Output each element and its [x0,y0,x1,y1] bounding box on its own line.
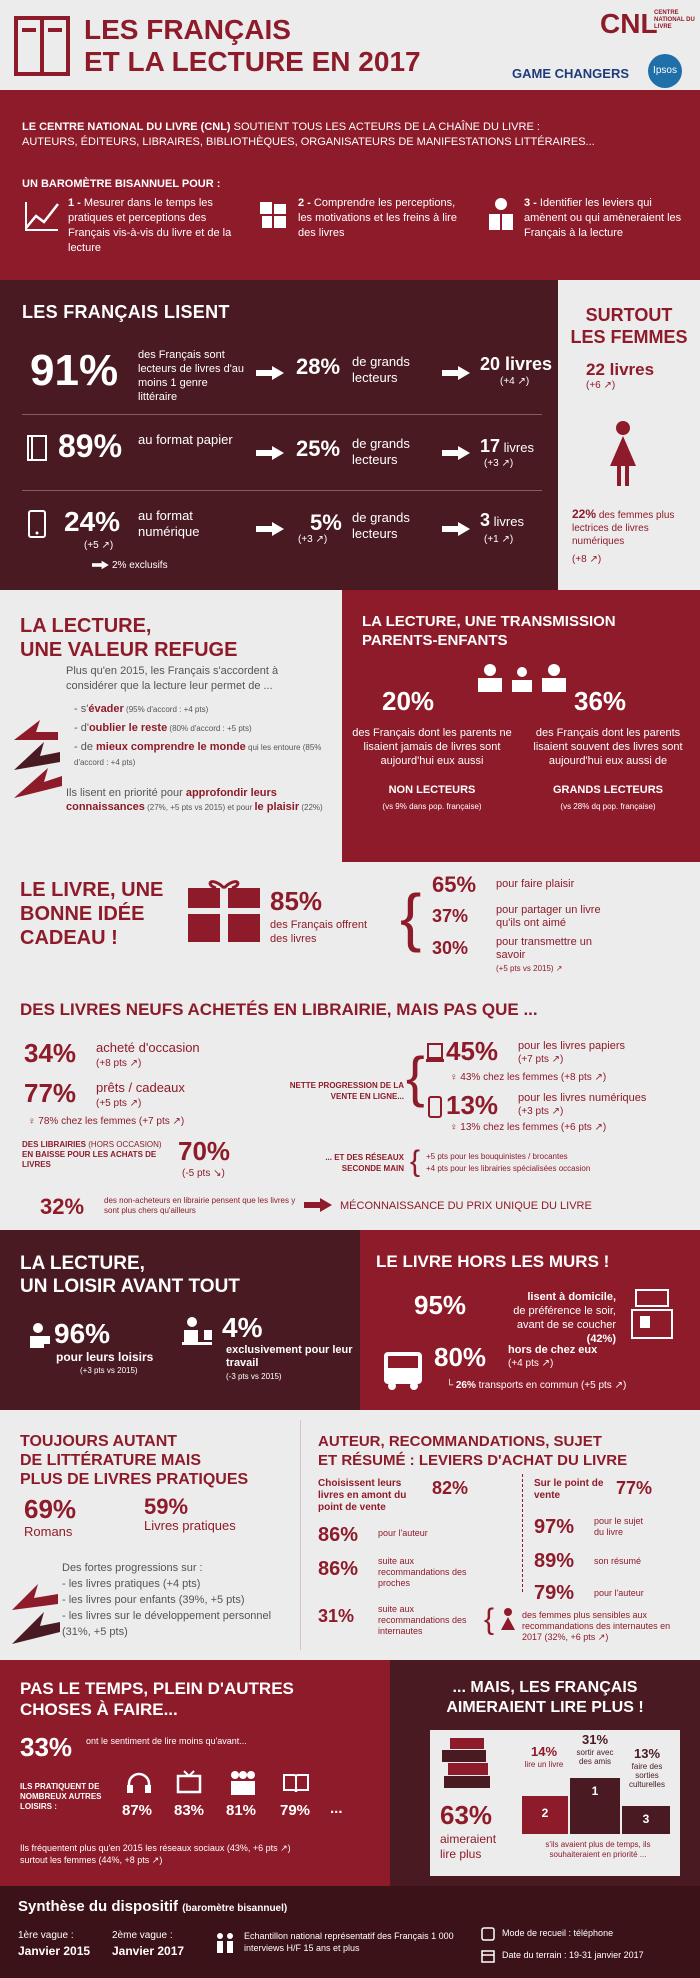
puzzle-icon [256,198,290,232]
loisir-val-3: 81% [226,1802,257,1819]
people-icon [214,1932,236,1956]
intro-section [0,90,700,280]
podium-1-block: 1 [570,1778,620,1834]
header [0,0,700,90]
domicile-txt: de préférence le soir, avant de se coucher [513,1305,616,1331]
arrow-icon [256,366,286,380]
loisir-val-2: 83% [174,1802,205,1819]
podium-3-txt: faire des sorties culturelles [628,1762,665,1789]
leviers-title-2: ET RÉSUMÉ : LEVIERS D'ACHAT DU LIVRE [318,1452,628,1469]
prix-txt: des non-acheteurs en librairie pensent que les livres y sont plus chers qu'ailleurs [104,1196,296,1215]
reader-sitting-icon [26,1322,52,1356]
desk-worker-icon [180,1316,214,1352]
digital-books: 3 [480,510,491,530]
loisir-val-5: ... [330,1800,343,1817]
digital-delta: (+5 ↗) [84,540,114,551]
refuge-title-1: LA LECTURE, [20,615,152,637]
litt-item-3: - les livres sur le développement personnel (31%, +5 pts) [62,1610,272,1638]
barometre-title: UN BAROMÈTRE BISANNUEL POUR : [22,178,221,190]
online-paper-txt: pour les livres papiers [518,1040,625,1052]
femmes-digital-txt: des femmes plus lectrices de livres numériques [572,510,675,547]
pdv-pct: 77% [616,1478,653,1498]
non-readers-pct: 20% [382,686,435,716]
book-stack-icon [438,1736,496,1794]
gift-pct: 85% [270,886,323,916]
litt-prog: Des fortes progressions sur : [62,1562,203,1574]
amont-row-1-pct: 86% [318,1524,359,1546]
transmission-section [342,590,700,862]
intro-cnl: LE CENTRE NATIONAL DU LIVRE (CNL) [22,121,231,133]
librairies-pct: 70% [178,1136,231,1166]
mode-recueil: Mode de recueil : téléphone [502,1928,614,1938]
prets-femmes: ♀ 78% chez les femmes (+7 pts ↗) [28,1116,185,1127]
refuge-item-1: - s'évader (95% d'accord : +4 pts) [74,703,209,715]
digital-exclusive: 2% exclusifs [112,560,168,571]
calendar-icon [480,1948,496,1964]
echantillon: Echantillon national représentatif des Français 1 000 interviews H/F 15 ans et plus [244,1931,454,1953]
big-readers-pct: 36% [574,686,627,716]
digital-big-pct: 5% [310,510,342,535]
woman-small-icon: ♀ [450,1072,461,1083]
domicile-pct: 95% [414,1290,467,1320]
murs-section [360,1230,700,1410]
amont-row-2-pct: 86% [318,1558,359,1580]
litt-title-2: DE LITTÉRATURE MAIS [20,1452,202,1469]
woman-small-icon: ♀ [450,1122,461,1133]
intro-line2: AUTEURS, ÉDITEURS, LIBRAIRES, BIBLIOTHÈQUES, ORGANISATEURS DE MANIFESTATIONS LITTÉRAIRES... [22,136,595,148]
online-label: NETTE PROGRESSION DE LA VENTE EN LIGNE... [289,1081,404,1101]
pdv-row-2-txt: son résumé [594,1556,642,1566]
big-readers-txt: de grands lecteurs [352,354,410,385]
femmes-digital-delta: (+8 ↗) [572,554,602,565]
librairies-txt: DES LIBRAIRIES (HORS OCCASION) EN BAISSE POUR LES ACHATS DE LIVRES [22,1140,162,1169]
brace: { [406,1045,425,1108]
leviers-note: des femmes plus sensibles aux recommandations des internautes en 2017 (32%, +6 pts ↗) [522,1610,671,1642]
digital-books-unit: livres [493,514,524,529]
synthese-section [0,1886,700,1978]
achats-section [0,982,700,1230]
amont-head: Choisissent leurs livres en amont du point de vente [318,1478,407,1513]
temps-title-2: CHOSES À FAIRE... [20,1700,178,1719]
books-count: 20 livres [480,354,553,374]
divider [22,490,542,491]
cadeau-title-2: BONNE IDÉE [20,903,145,925]
pdv-row-3-pct: 79% [534,1582,575,1604]
plus-title-2: AIMERAIENT LIRE PLUS ! [446,1699,644,1716]
pdv-row-2-pct: 89% [534,1550,575,1572]
travail-pct: 4% [222,1312,263,1343]
amont-row-3-pct: 31% [318,1606,355,1626]
transports: └ 26% transports en commun (+5 pts ↗) [446,1380,627,1391]
lisent-title: LES FRANÇAIS LISENT [22,302,230,322]
librairies-delta: (-5 pts ↘) [182,1168,225,1179]
temps-txt: ont le sentiment de lire moins qu'avant... [86,1736,247,1746]
wave-1-date: Janvier 2015 [18,1944,91,1958]
plus-title-1: ... MAIS, LES FRANÇAIS [452,1679,638,1696]
non-readers-note: (vs 9% dans pop. française) [382,802,482,811]
murs-title: LE LIVRE HORS LES MURS ! [376,1252,610,1271]
friends-icon [228,1770,258,1796]
refuge-outro: Ils lisent en priorité pour approfondir leurs connaissances (27%, +5 pts vs 2015) et pour le plaisir (22%) [66,787,323,813]
bus-icon [380,1348,426,1392]
rising-arrows-icon [10,680,64,800]
litt-item-1: - les livres pratiques (+4 pts) [62,1578,201,1590]
reason-1-pct: 65% [432,872,477,897]
ipsos-logo: Ipsos [648,54,682,88]
transmission-title-1: LA LECTURE, UNE TRANSMISSION [362,613,616,630]
online-paper-femmes: ♀ 43% chez les femmes (+8 pts ↗) [450,1072,607,1083]
achats-title: DES LIVRES NEUFS ACHETÉS EN LIBRAIRIE, MAIS PAS QUE ... [20,1000,538,1019]
arrow-icon [442,366,472,380]
cadeau-title-1: LE LIVRE, UNE [20,879,164,901]
parents-reading-icon [472,662,572,696]
intro-line1: SOUTIENT TOUS LES ACTEURS DE LA CHAÎNE DU LIVRE : [230,121,540,133]
femmes-digital-pct: 22% [572,507,597,521]
non-readers-label: NON LECTEURS [388,784,476,796]
loisir-title-1: LA LECTURE, [20,1253,145,1274]
loisir-txt: pour leurs loisirs [56,1350,154,1364]
cadeau-section [0,862,700,982]
femmes-title-1: SURTOUT [585,305,673,325]
transmission-title-2: PARENTS-ENFANTS [362,632,508,649]
online-digital-txt: pour les livres numériques [518,1092,647,1104]
big-readers-txt: des Français dont les parents lisaient souvent des livres sont aujourd'hui eux aussi de [533,727,683,767]
podium-1-pct: 31% [581,1732,609,1747]
podium-1-txt: sortir avec des amis [576,1748,614,1766]
brace: { [410,1145,421,1178]
paper-books: 17 [480,436,501,456]
litt-section [0,1410,300,1660]
plus-pct: 63% [440,1800,493,1830]
wave-2-label: 2ème vague : [112,1930,173,1941]
tablet-icon [28,510,46,538]
title-line-1: LES FRANÇAIS [84,14,291,45]
reason-2-txt: pour partager un livre qu'ils ont aimé [496,904,601,929]
paper-books-unit: livres [503,440,534,455]
online-paper-pct: 45% [446,1036,499,1066]
loisir-val-4: 79% [280,1802,311,1819]
synth-title: Synthèse du dispositif [18,1898,179,1915]
arrow-icon [92,561,110,569]
reseaux-line-2: +4 pts pour les librairies spécialisées occasion [426,1164,591,1173]
amont-row-3-txt: suite aux recommandations des internautes [378,1604,467,1636]
refuge-item-2: - d'oublier le reste (80% d'accord : +5 pts) [74,722,252,734]
arrow-icon [256,446,286,460]
hors-pct: 80% [434,1342,487,1372]
pdv-row-1-txt: pour le sujet du livre [594,1516,644,1537]
phone-icon [480,1926,496,1942]
litt-title-3: PLUS DE LIVRES PRATIQUES [20,1471,249,1488]
paper-books-delta: (+3 ↗) [484,458,514,469]
wave-1-label: 1ère vague : [18,1930,74,1941]
goal-3: 3 - Identifier les leviers qui amènent ou qui amèneraient les Français à la lecture [524,197,682,239]
occasion-txt: acheté d'occasion [96,1040,200,1055]
leviers-title-1: AUTEUR, RECOMMANDATIONS, SUJET [318,1433,602,1450]
femmes-title-2: LES FEMMES [570,327,688,347]
amont-row-1-txt: pour l'auteur [378,1528,428,1538]
reason-3-txt: pour transmettre un savoir [496,936,592,961]
leviers-section [300,1410,700,1660]
reader-icon [486,196,516,232]
podium-caption: s'ils avaient plus de temps, ils souhaiteraient en priorité ... [545,1840,651,1859]
prets-delta: (+5 pts ↗) [96,1098,142,1109]
loisir-pct: 96% [54,1318,111,1349]
refuge-title-2: UNE VALEUR REFUGE [20,639,238,661]
prix-result: MÉCONNAISSANCE DU PRIX UNIQUE DU LIVRE [340,1200,592,1212]
romans-txt: Romans [24,1524,73,1539]
online-digital-femmes: ♀ 13% chez les femmes (+6 pts ↗) [450,1122,607,1133]
rising-arrows-icon [8,1560,64,1650]
temps-title-1: PAS LE TEMPS, PLEIN D'AUTRES [20,1679,294,1698]
refuge-intro: Plus qu'en 2015, les Français s'accordent à considérer que la lecture leur permet de ... [66,665,279,692]
domicile-label: lisent à domicile, [527,1291,616,1303]
litt-title-1: TOUJOURS AUTANT [20,1433,178,1450]
paper-pct: 89% [58,428,123,464]
reseaux-note-2: surtout les femmes (44%, +8 pts ↗) [20,1855,163,1865]
travail-note: (-3 pts vs 2015) [226,1372,282,1381]
loisir-note: (+3 pts vs 2015) [80,1366,138,1375]
loisir-section [0,1230,360,1410]
tv-icon [176,1770,202,1794]
cnl-logo: CNL [600,8,658,39]
temps-pct: 33% [20,1732,73,1762]
podium-3-pct: 13% [633,1746,661,1761]
reason-3-pct: 30% [432,938,469,958]
chart-growth-icon [24,200,60,232]
loisir-val-1: 87% [122,1802,153,1819]
pdv-row-1-pct: 97% [534,1516,575,1538]
reason-3-note: (+5 pts vs 2015) ↗ [496,964,563,973]
temps-section [0,1660,390,1886]
litt-item-2: - les livres pour enfants (39%, +5 pts) [62,1594,245,1606]
paper-book-icon [26,434,48,462]
reason-2-pct: 37% [432,906,469,926]
hors-delta: (+4 pts ↗) [508,1358,554,1369]
arrow-icon [256,522,286,536]
pdv-row-3-txt: pour l'auteur [594,1588,644,1598]
amont-pct: 82% [432,1478,469,1498]
femmes-section [558,280,700,590]
paper-big-txt: de grands lecteurs [352,436,410,467]
arrow-icon [442,446,472,460]
domicile-paren: (42%) [586,1333,616,1345]
online-digital-delta: (+3 pts ↗) [518,1106,564,1117]
femmes-delta: (+6 ↗) [586,380,616,391]
big-readers-note: (vs 28% dq pop. française) [560,802,656,811]
romans-pct: 69% [24,1494,77,1524]
reseaux-label: ... ET DES RÉSEAUX SECONDE MAIN [325,1153,404,1173]
wave-2-date: Janvier 2017 [112,1944,185,1958]
hors-label: hors de chez eux [508,1344,598,1356]
big-readers-label: GRANDS LECTEURS [552,784,663,796]
podium-2-block: 2 [522,1796,568,1834]
arrow-icon [304,1198,334,1212]
femmes-books: 22 livres [586,360,655,379]
pdv-head: Sur le point de vente [534,1478,604,1501]
prets-pct: 77% [24,1078,77,1108]
online-paper-delta: (+7 pts ↗) [518,1054,564,1065]
cadeau-title-3: CADEAU ! [20,927,118,949]
gift-icon [186,876,262,944]
non-readers-txt: des Français dont les parents ne lisaient jamais de livres sont aujourd'hui eux aussi [352,727,512,767]
brace: { [400,881,422,953]
paper-big-pct: 25% [296,436,341,461]
digital-books-delta: (+1 ↗) [484,534,514,545]
amont-row-2-txt: suite aux recommandations des proches [378,1556,467,1588]
laptop-icon [426,1042,444,1064]
digital-pct: 24% [64,506,121,537]
arrow-icon [442,522,472,536]
loisirs-label: ILS PRATIQUENT DE NOMBREUX AUTRES LOISIRS : [20,1782,102,1811]
loisir-title-2: UN LOISIR AVANT TOUT [20,1276,240,1297]
plus-txt: aimeraient lire plus [440,1832,497,1861]
readers-pct: 91% [30,346,119,395]
occasion-pct: 34% [24,1038,77,1068]
digital-big-delta: (+3 ↗) [298,534,328,545]
online-digital-pct: 13% [446,1090,499,1120]
podium-2-txt: lire un livre [524,1760,564,1769]
prix-pct: 32% [40,1194,85,1219]
woman-icon [608,420,638,488]
pratiques-pct: 59% [144,1494,189,1519]
paper-txt: au format papier [138,432,233,447]
plus-section [390,1660,700,1886]
home-night-icon [628,1286,676,1342]
pratiques-txt: Livres pratiques [144,1518,236,1533]
digital-txt: au format numérique [138,508,200,539]
open-book-icon [282,1772,310,1794]
goal-1: 1 - Mesurer dans le temps les pratiques et perceptions des Français vis-à-vis du livre et de la lecture [68,197,232,254]
reason-1-txt: pour faire plaisir [496,878,575,890]
gift-txt: des Français offrent des livres [270,919,368,945]
goal-2: 2 - Comprendre les perceptions, les motivations et les freins à lire des livres [298,197,457,239]
divider [22,414,542,415]
date-terrain: Date du terrain : 19-31 janvier 2017 [502,1950,644,1960]
headphones-icon [126,1772,152,1794]
podium-3-block: 3 [622,1806,670,1834]
podium-2-pct: 14% [530,1744,558,1759]
digital-big-txt: de grands lecteurs [352,510,410,541]
prets-txt: prêts / cadeaux [96,1080,185,1095]
readers-txt: des Français sont lecteurs de livres d'au moins 1 genre littéraire [138,349,245,403]
woman-small-icon: ♀ [28,1116,39,1127]
tablet-icon [428,1096,442,1118]
brace: { [484,1603,495,1636]
travail-txt: exclusivement pour leur travail [226,1344,353,1369]
synth-sub: (baromètre bisannuel) [182,1903,288,1914]
woman-icon [500,1608,516,1636]
book-logo-icon [14,14,70,76]
title-line-2: ET LA LECTURE EN 2017 [84,46,421,77]
books-delta: (+4 ↗) [500,376,530,387]
reseaux-note-1: Ils fréquentent plus qu'en 2015 les réseaux sociaux (43%, +6 pts ↗) [20,1843,291,1853]
cnl-logo-sub: CENTRE NATIONAL DU LIVRE [654,10,695,30]
occasion-delta: (+8 pts ↗) [96,1058,142,1069]
reseaux-line-1: +5 pts pour les bouquinistes / brocantes [426,1152,568,1161]
big-readers-pct: 28% [296,354,341,379]
refuge-item-3: - de mieux comprendre le monde qui les entoure (85% d'accord : +4 pts) [74,741,322,767]
game-changers: GAME CHANGERS [512,66,630,81]
